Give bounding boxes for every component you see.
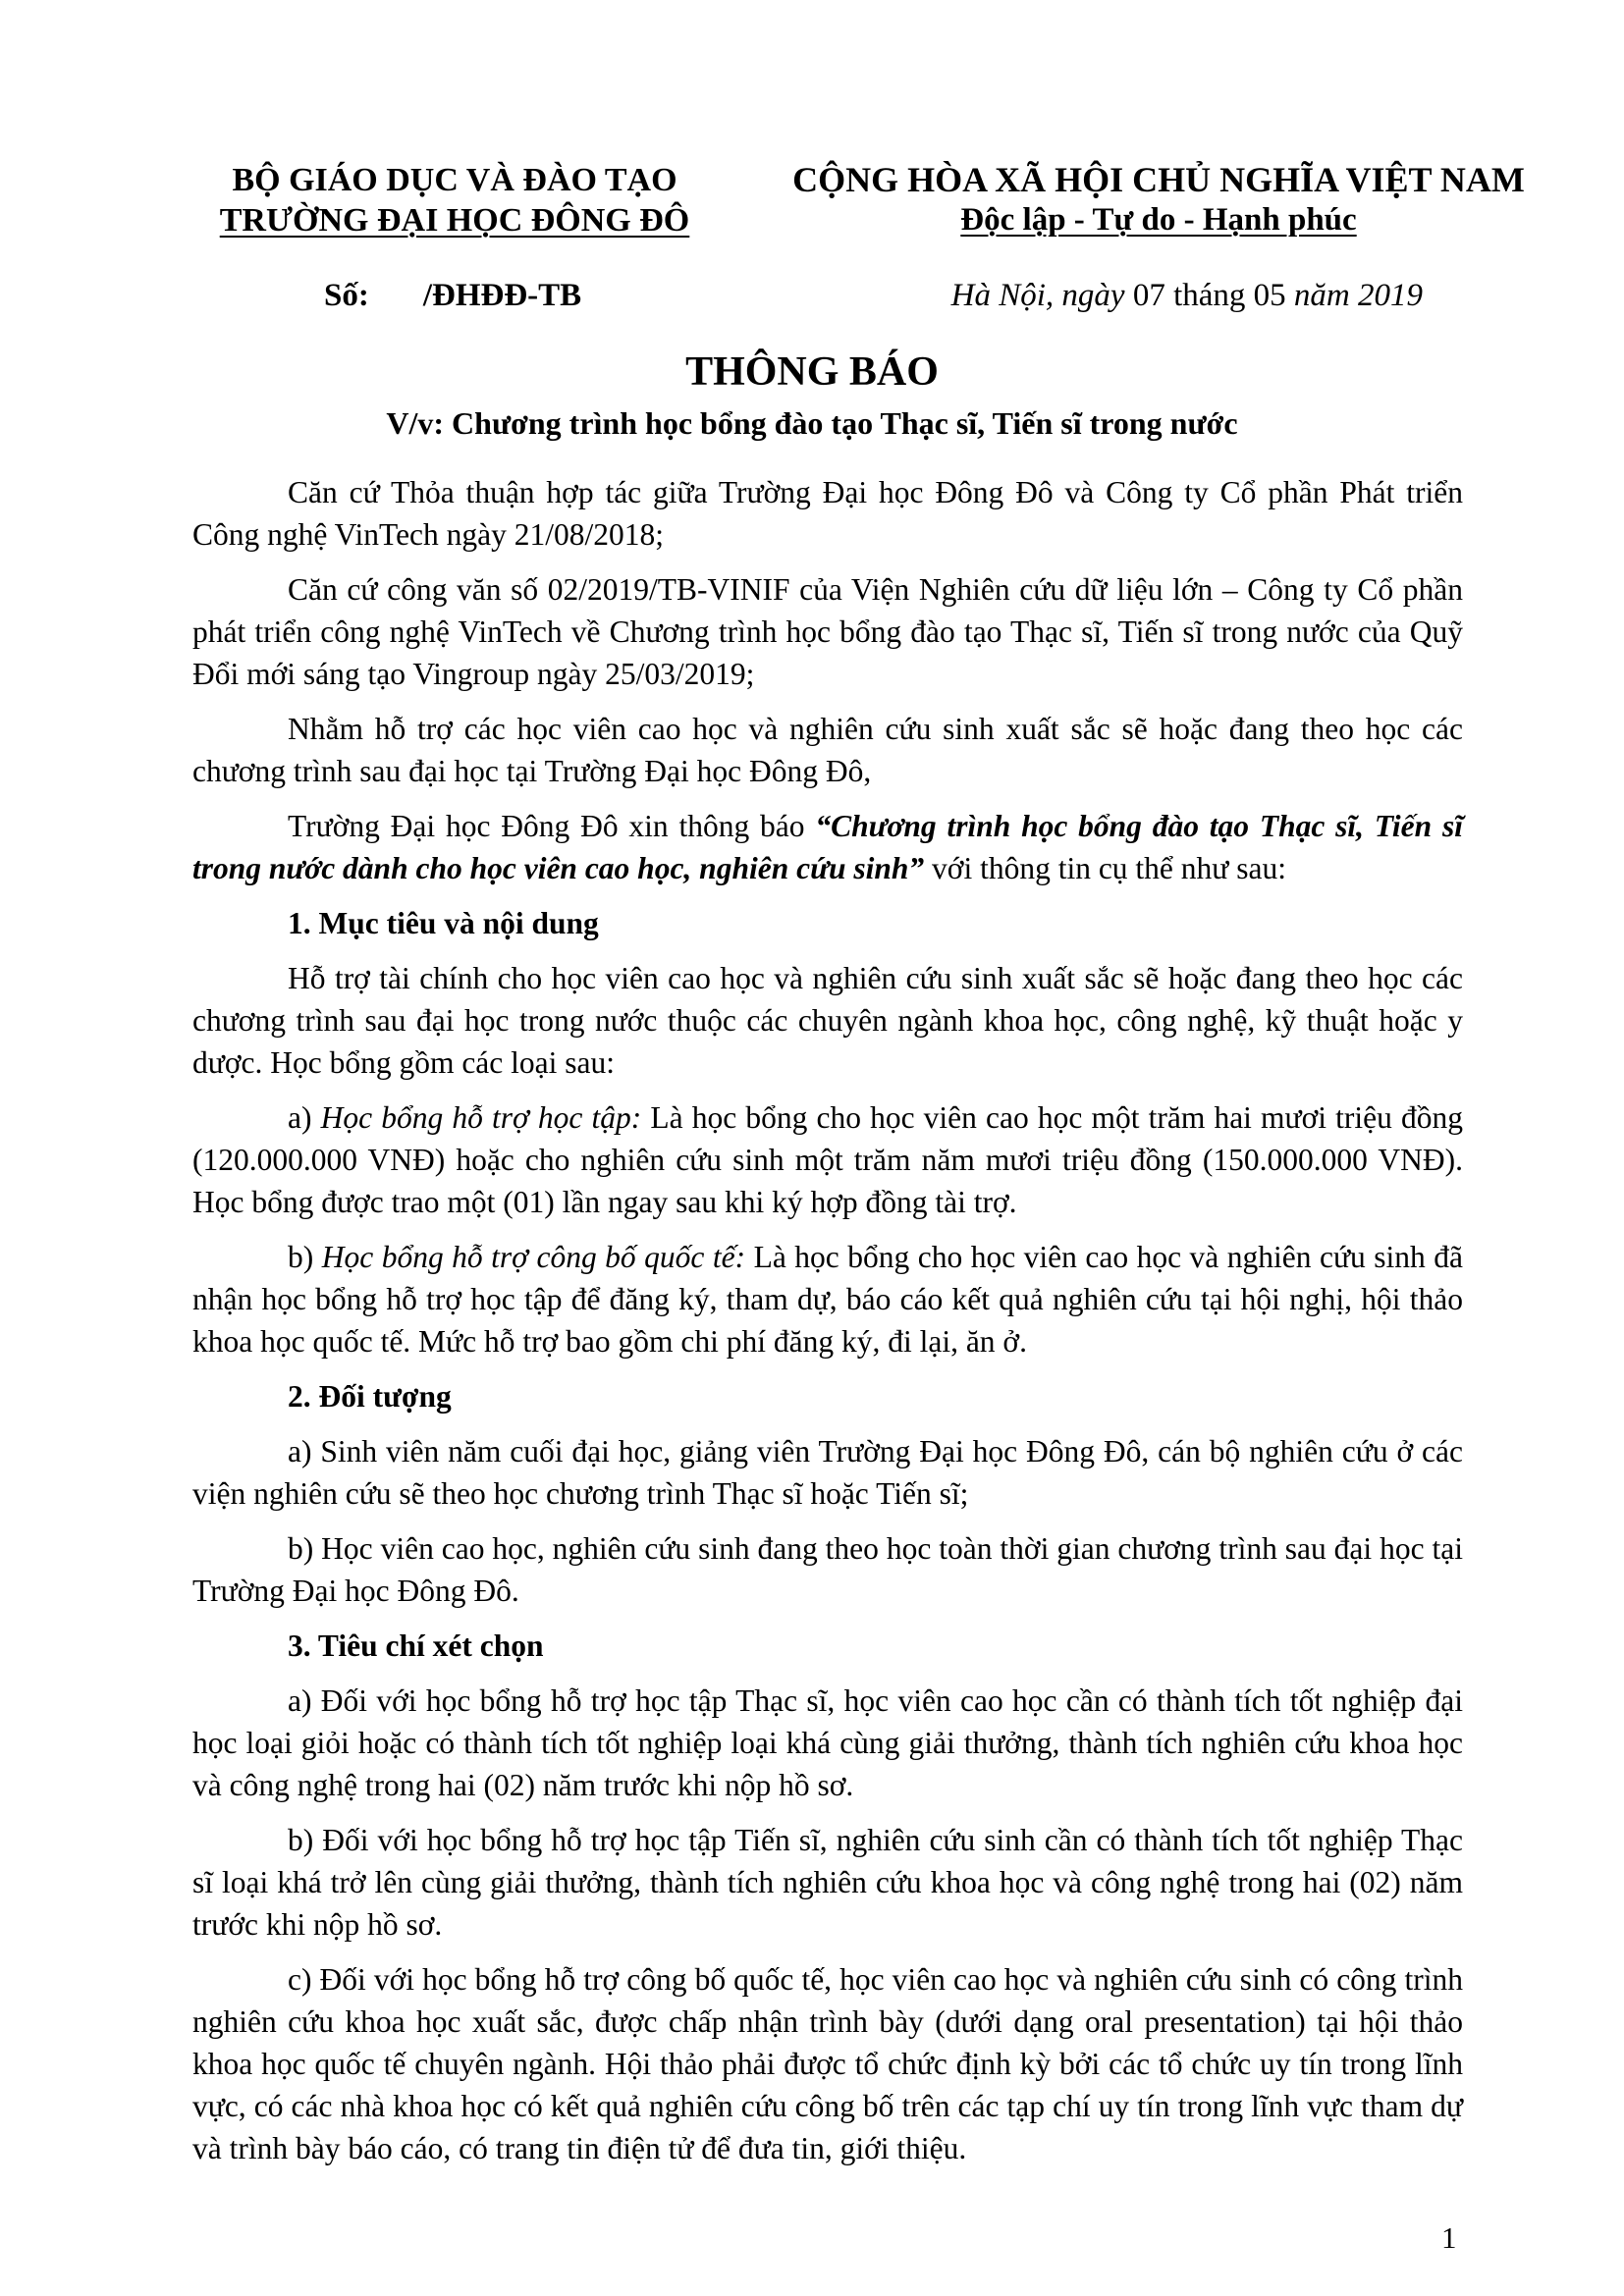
document-subtitle: V/v: Chương trình học bổng đào tạo Thạc sĩ, Tiến sĩ trong nước (386, 405, 1238, 441)
national-motto-text: Độc lập - Tự do - Hạnh phúc (960, 202, 1357, 238)
paragraph-target-b: b) Học viên cao học, nghiên cứu sinh đang theo học toàn thời gian chương trình sau đại học tại Trường Đại học Đông Đô. (192, 1531, 1463, 1608)
issuer-header (189, 160, 720, 240)
date-month: 05 (1253, 278, 1286, 313)
paragraph-objective: Hỗ trợ tài chính cho học viên cao học và nghiên cứu sinh xuất sắc sẽ hoặc đang theo học các chương trình sau đại học trong nước thuộc các chuyên ngành khoa học, công nghệ, kỹ thuật hoặc y dược. Học bổng gồm các loại sau: (192, 961, 1463, 1080)
paragraph-scholarship-b (192, 1236, 1463, 1362)
paragraph-target-a: a) Sinh viên năm cuối đại học, giảng viên Trường Đại học Đông Đô, cán bộ nghiên cứu ở các viện nghiên cứu sẽ theo học chương trình Thạc sĩ hoặc Tiến sĩ; (192, 1434, 1463, 1511)
document-date (951, 278, 1423, 314)
date-place: Hà Nội, ngày (950, 278, 1125, 313)
document-title: THÔNG BÁO (685, 349, 939, 395)
section-heading-1: 1. Mục tiêu và nội dung (288, 906, 599, 940)
paragraph-purpose: Nhằm hỗ trợ các học viên cao học và nghiên cứu sinh xuất sắc sẽ hoặc đang theo học các chương trình sau đại học tại Trường Đại học Đông Đô, (192, 712, 1463, 788)
page-number: 1 (1441, 2220, 1457, 2255)
document-number-label: Số: (324, 278, 369, 313)
paragraph-criteria-b: b) Đối với học bổng hỗ trợ học tập Tiến sĩ, nghiên cứu sinh cần có thành tích tốt nghiệp Thạc sĩ loại khá trở lên cùng giải thưởng, thành tích nghiên cứu khoa học và công nghệ trong hai (02) năm trước khi nộp hồ sơ. (192, 1823, 1463, 1942)
document-number-code: /ĐHĐĐ-TB (422, 278, 582, 313)
document-body (192, 471, 1463, 2182)
document-number (324, 278, 581, 314)
paragraph-announcement (192, 805, 1463, 889)
national-title: CỘNG HÒA XÃ HỘI CHỦ NGHĨA VIỆT NAM (792, 160, 1525, 199)
paragraph-basis-2: Căn cứ công văn số 02/2019/TB-VINIF của Viện Nghiên cứu dữ liệu lớn – Công ty Cổ phần phát triển công nghệ VinTech về Chương trình học bổng đào tạo Thạc sĩ, Tiến sĩ trong nước của Quỹ Đổi mới sáng tạo Vingroup ngày 25/03/2019; (192, 572, 1463, 691)
scholarship-a-text: Là học bổng cho học viên cao học một trăm hai mươi triệu đồng (120.000.000 VNĐ) hoặc cho nghiên cứu sinh một trăm năm mươi triệu đồng (150.000.000 VNĐ). Học bổng được trao một (01) lần ngay sau khi ký hợp đồng tài trợ. (192, 1100, 1464, 1219)
national-header (776, 160, 1542, 240)
paragraph-criteria-c: c) Đối với học bổng hỗ trợ công bố quốc tế, học viên cao học và nghiên cứu sinh có công trình nghiên cứu khoa học xuất sắc, được chấp nhận trình bày (dưới dạng oral presentation) tại hội thảo khoa học quốc tế chuyên ngành. Hội thảo phải được tổ chức định kỳ bởi các tổ chức uy tín trong lĩnh vực, có các nhà khoa học có kết quả nghiên cứu công bố trên các tạp chí uy tín trong lĩnh vực tham dự và trình bày báo cáo, có trang tin điện tử để đưa tin, giới thiệu. (192, 1962, 1463, 2165)
paragraph-basis-1: Căn cứ Thỏa thuận hợp tác giữa Trường Đại học Đông Đô và Công ty Cổ phần Phát triển Công nghệ VinTech ngày 21/08/2018; (192, 475, 1463, 552)
section-heading-3: 3. Tiêu chí xét chọn (288, 1629, 544, 1663)
national-motto (776, 200, 1542, 240)
date-month-label: tháng (1173, 278, 1246, 313)
date-year: năm 2019 (1293, 278, 1423, 313)
announcement-intro: Trường Đại học Đông Đô xin thông báo (288, 809, 816, 843)
section-heading-2: 2. Đối tượng (288, 1379, 452, 1414)
announcement-program-name: “Chương trình học bổng đào tạo Thạc sĩ, Tiến sĩ trong nước dành cho học viên cao học, nghiên cứu sinh” (192, 809, 1463, 885)
paragraph-scholarship-a (192, 1096, 1463, 1223)
paragraph-criteria-a: a) Đối với học bổng hỗ trợ học tập Thạc sĩ, học viên cao học cần có thành tích tốt nghiệp đại học loại giỏi hoặc có thành tích tốt nghiệp loại khá cùng giải thưởng, thành tích nghiên cứu khoa học và công nghệ trong hai (02) năm trước khi nộp hồ sơ. (192, 1683, 1463, 1802)
item-prefix-b: b) (288, 1240, 322, 1274)
scholarship-b-label: Học bổng hỗ trợ công bố quốc tế: (321, 1240, 746, 1274)
scholarship-a-label: Học bổng hỗ trợ học tập: (320, 1100, 642, 1135)
date-day: 07 (1132, 278, 1165, 313)
item-prefix-a: a) (288, 1100, 321, 1135)
ministry-name: BỘ GIÁO DỤC VÀ ĐÀO TẠO (232, 162, 677, 198)
university-name (189, 200, 720, 240)
announcement-outro: với thông tin cụ thể như sau: (924, 851, 1286, 885)
scholarship-b-text: Là học bổng cho học viên cao học và nghiên cứu sinh đã nhận học bổng hỗ trợ học tập để đăng ký, tham dự, báo cáo kết quả nghiên cứu tại hội nghị, hội thảo khoa học quốc tế. Mức hỗ trợ bao gồm chi phí đăng ký, đi lại, ăn ở. (192, 1240, 1463, 1359)
university-name-text: TRƯỜNG ĐẠI HỌC ĐÔNG ĐÔ (219, 202, 690, 239)
